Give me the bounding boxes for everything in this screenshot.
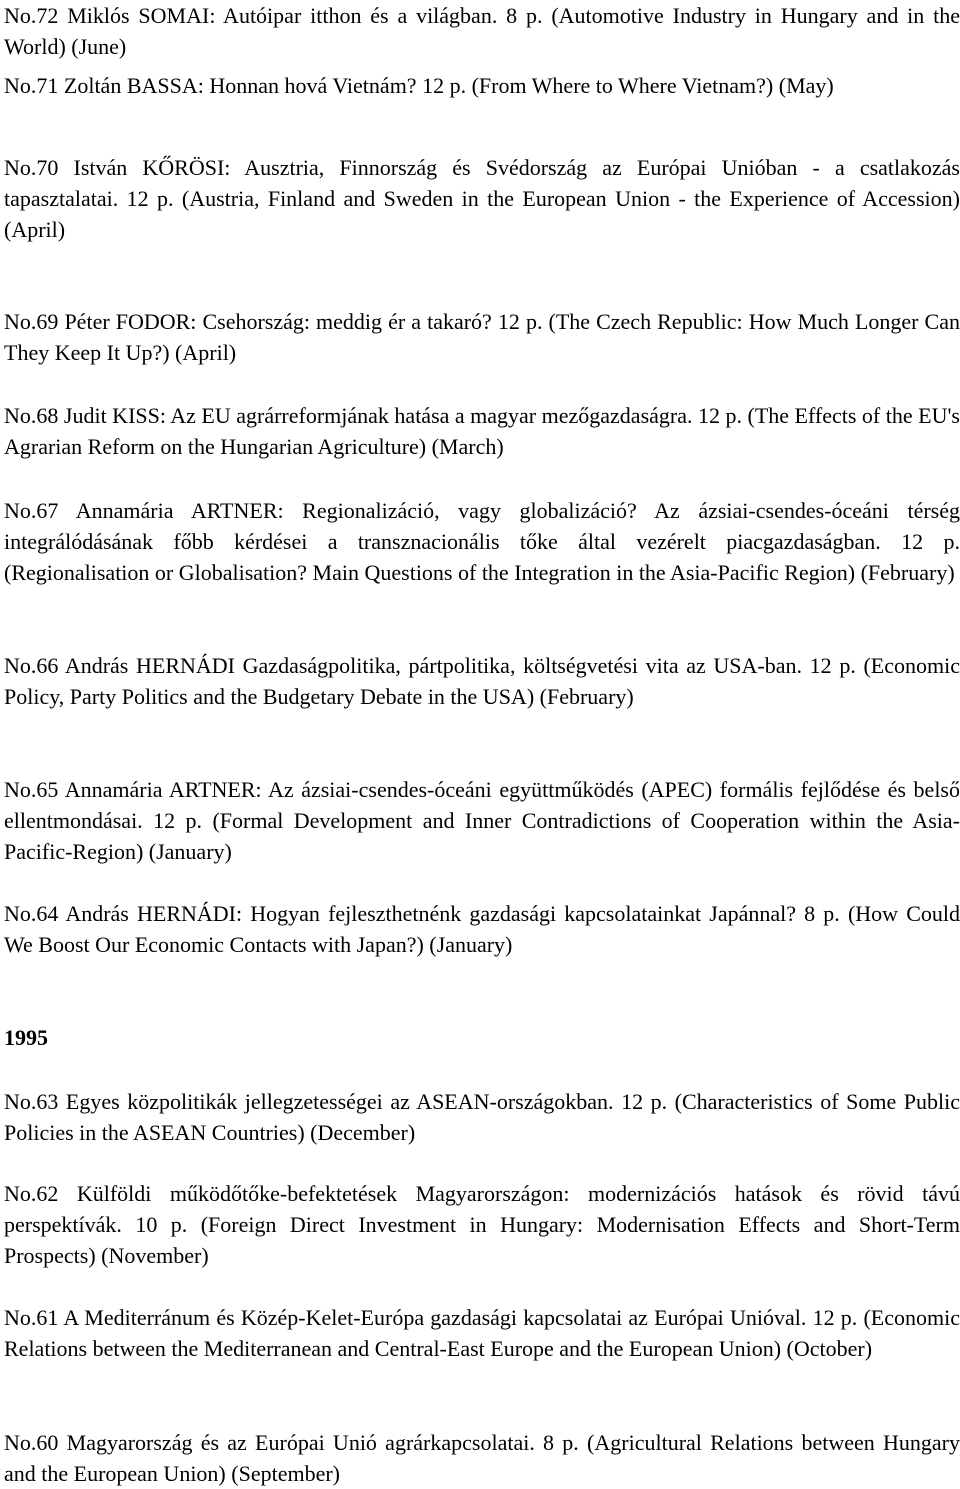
entry-no66: No.66 András HERNÁDI Gazdaságpolitika, pártpolitika, költségvetési vita az USA-ban. 12 p. (Economic Policy, Party Politics and the Budgetary Debate in the USA) (February)	[4, 653, 960, 709]
entry-no71: No.71 Zoltán BASSA: Honnan hová Vietnám? 12 p. (From Where to Where Vietnam?) (May)	[4, 73, 834, 98]
entry-no69: No.69 Péter FODOR: Csehország: meddig ér a takaró? 12 p. (The Czech Republic: How Much Longer Can They Keep It Up?) (April)	[4, 309, 960, 365]
entry-no65: No.65 Annamária ARTNER: Az ázsiai-csendes-óceáni együttműködés (APEC) formális fejlődése és belső ellentmondásai. 12 p. (Formal Development and Inner Contradictions of Cooperation within the Asia-Pacific-Region) (January)	[4, 777, 960, 864]
entry-no62: No.62 Külföldi működőtőke-befektetések Magyarországon: modernizációs hatások és rövid távú perspektívák. 10 p. (Foreign Direct Investment in Hungary: Modernisation Effects and Short-Term Prospects) (November)	[4, 1181, 960, 1268]
entry-no60: No.60 Magyarország és az Európai Unió agrárkapcsolatai. 8 p. (Agricultural Relations between Hungary and the European Union) (September)	[4, 1430, 960, 1486]
entry-no61: No.61 A Mediterránum és Közép-Kelet-Európa gazdasági kapcsolatai az Európai Unióval. 12 p. (Economic Relations between the Mediterranean and Central-East Europe and the European Union) (October)	[4, 1305, 960, 1361]
entry-no64: No.64 András HERNÁDI: Hogyan fejleszthetnénk gazdasági kapcsolatainkat Japánnal? 8 p. (How Could We Boost Our Economic Contacts with Japan?) (January)	[4, 901, 960, 957]
entry-no72: No.72 Miklós SOMAI: Autóipar itthon és a világban. 8 p. (Automotive Industry in Hungary and in the World) (June)	[4, 3, 960, 59]
entry-no70: No.70 István KŐRÖSI: Ausztria, Finnország és Svédország az Európai Unióban - a csatlakozás tapasztalatai. 12 p. (Austria, Finland and Sweden in the European Union - the Experience of Accession) (April)	[4, 155, 960, 242]
entry-no63: No.63 Egyes közpolitikák jellegzetességei az ASEAN-országokban. 12 p. (Characteristics of Some Public Policies in the ASEAN Countries) (December)	[4, 1089, 960, 1145]
entry-no68: No.68 Judit KISS: Az EU agrárreformjának hatása a magyar mezőgazdaságra. 12 p. (The Effects of the EU's Agrarian Reform on the Hungarian Agriculture) (March)	[4, 403, 960, 459]
entry-no67: No.67 Annamária ARTNER: Regionalizáció, vagy globalizáció? Az ázsiai-csendes-óceáni térség integrálódásának főbb kérdései a transznacionális tőke által vezérelt piacgazdaságban. 12 p. (Regionalisation or Globalisation? Main Questions of the Integration in the Asia-Pacific Region) (February)	[4, 498, 960, 585]
year-heading: 1995	[4, 1025, 48, 1050]
